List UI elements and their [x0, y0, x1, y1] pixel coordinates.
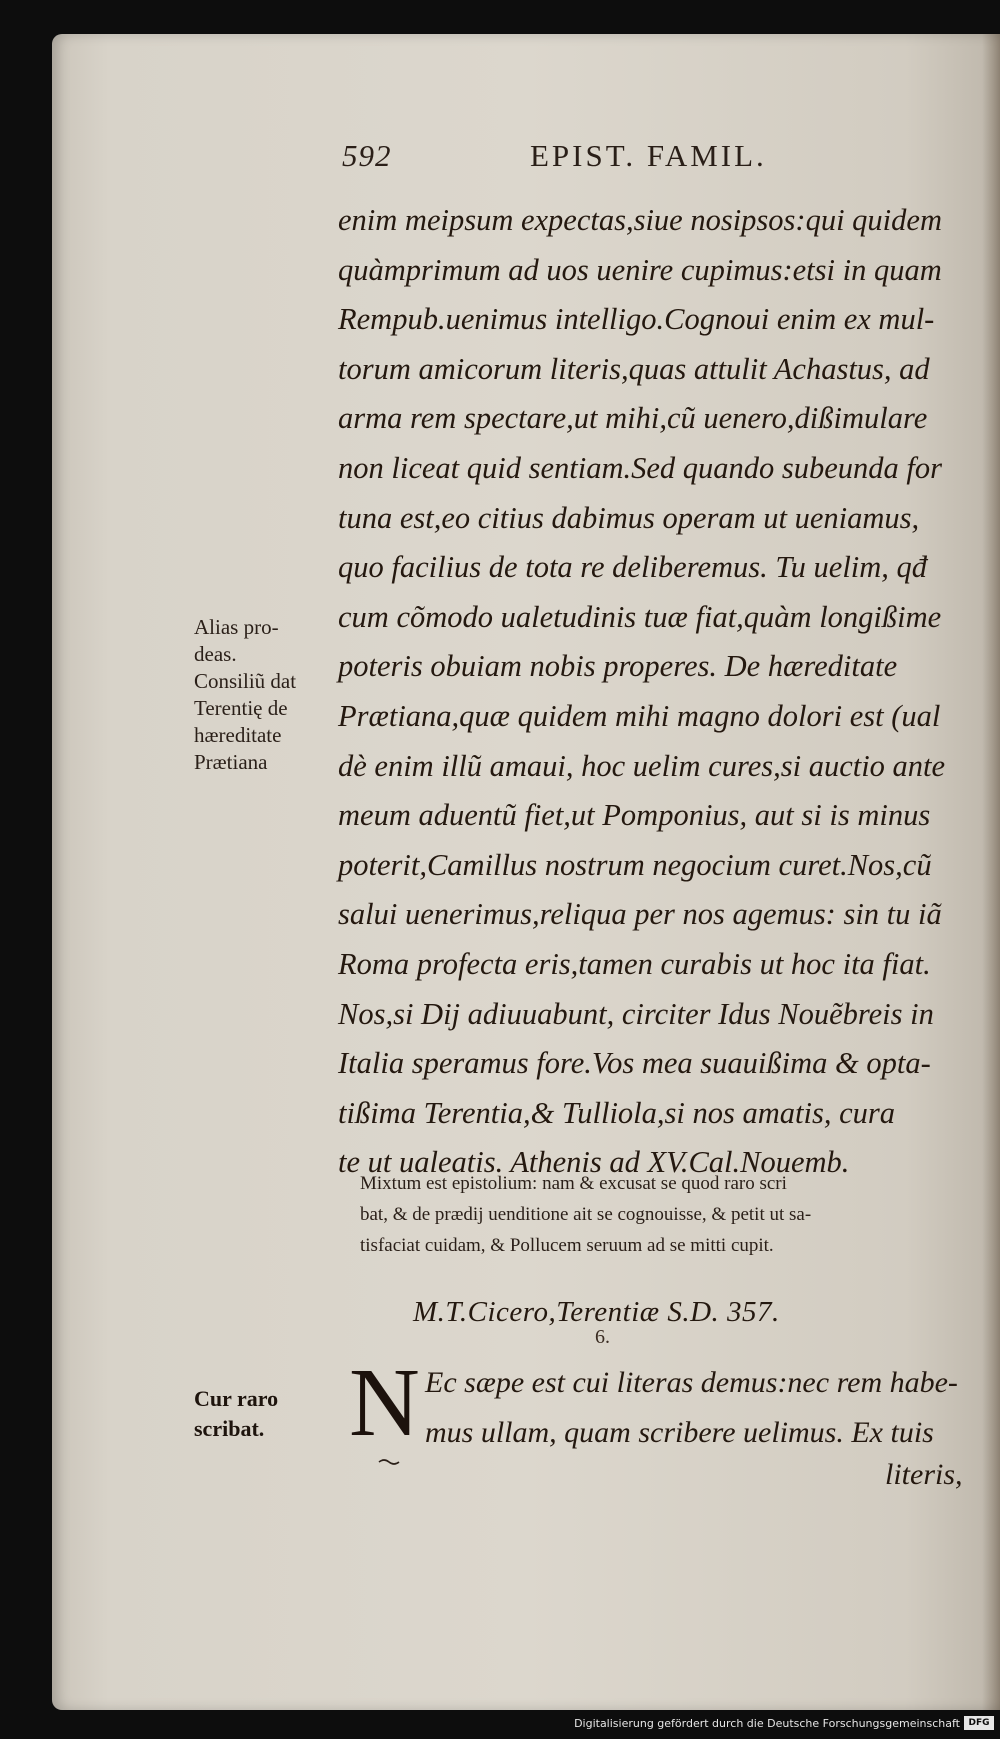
text-line: dè enim illũ amaui, hoc uelim cures,si auctio ante: [338, 748, 946, 783]
text-line: torum amicorum literis,quas attulit Achastus, ad: [338, 351, 930, 386]
letter-margin-note: [194, 1384, 334, 1444]
page-number: 592: [342, 138, 392, 173]
letter-argument: [360, 1168, 980, 1261]
margin-note-line: hæreditate: [194, 723, 282, 747]
margin-note-line: deas.: [194, 642, 237, 666]
text-line: Prætiana,quæ quidem mihi magno dolori est (ual: [338, 698, 941, 733]
initial-ornament-icon: [378, 1458, 400, 1466]
dfg-logo: DFG: [964, 1716, 994, 1730]
text-line: meum aduentũ fiet,ut Pomponius, aut si is minus: [338, 798, 931, 833]
text-line: arma rem spectare,ut mihi,cũ uenero,dißimulare: [338, 401, 928, 436]
page-edge-shadow: [982, 34, 1000, 1710]
letter-body: [425, 1358, 985, 1458]
margin-note-line: Prætiana: [194, 750, 268, 774]
margin-note-line: Consiliũ dat: [194, 669, 297, 693]
margin-notes: [194, 614, 334, 776]
text-line: poteris obuiam nobis properes. De hæreditate: [338, 649, 898, 684]
letter-line: Ec sæpe est cui literas demus:nec rem habe-: [425, 1366, 958, 1399]
text-line: cum cõmodo ualetudinis tuæ fiat,quàm longißime: [338, 599, 942, 634]
body-text: [338, 196, 978, 1188]
text-line: non liceat quid sentiam.Sed quando subeunda for: [338, 450, 943, 485]
argument-line: tisfaciat cuidam, & Pollucem seruum ad se mitti cupit.: [360, 1235, 774, 1256]
text-line: Roma profecta eris,tamen curabis ut hoc ita fiat.: [338, 946, 931, 981]
argument-line: Mixtum est epistolium: nam & excusat se quod raro scri: [360, 1173, 787, 1194]
catchword: literis,: [885, 1458, 963, 1491]
text-line: quo facilius de tota re deliberemus. Tu uelim, qđ: [338, 550, 928, 585]
footer-credit: Digitalisierung gefördert durch die Deutsche Forschungsgemeinschaft: [574, 1717, 960, 1730]
running-head: EPIST. FAMIL.: [530, 138, 767, 173]
text-line: tißima Terentia,& Tulliola,si nos amatis, cura: [338, 1095, 895, 1130]
text-line: Rempub.uenimus intelligo.Cognoui enim ex mul-: [338, 302, 935, 337]
margin-note-line: Terentię de: [194, 696, 288, 720]
text-line: enim meipsum expectas,siue nosipsos:qui quidem: [338, 203, 942, 237]
handwritten-number: 6.: [595, 1326, 610, 1348]
text-line: Italia speramus fore.Vos mea suauißima & opta-: [338, 1046, 931, 1081]
text-line: salui uenerimus,reliqua per nos agemus: sin tu iã: [338, 897, 942, 932]
text-line: tuna est,eo citius dabimus operam ut ueniamus,: [338, 500, 920, 535]
margin-note-line: Alias pro-: [194, 615, 279, 639]
text-line: Nos,si Dij adiuuabunt, circiter Idus Nouẽbreis in: [338, 996, 934, 1031]
letter-line: mus ullam, quam scribere uelimus. Ex tuis: [425, 1416, 934, 1449]
drop-initial: N: [349, 1349, 420, 1457]
margin-note-line: Cur raro: [194, 1386, 279, 1411]
letter-heading: M.T.Cicero,Terentiæ S.D. 357.: [413, 1296, 780, 1328]
margin-note-line: scribat.: [194, 1416, 265, 1441]
argument-line: bat, & de prædij uenditione ait se cognouisse, & petit ut sa-: [360, 1204, 812, 1225]
text-line: quàmprimum ad uos uenire cupimus:etsi in quam: [338, 252, 942, 287]
text-line: poterit,Camillus nostrum negocium curet.Nos,cũ: [338, 847, 932, 882]
text-line: te ut ualeatis. Athenis ad XV.Cal.Nouemb.: [338, 1145, 850, 1180]
